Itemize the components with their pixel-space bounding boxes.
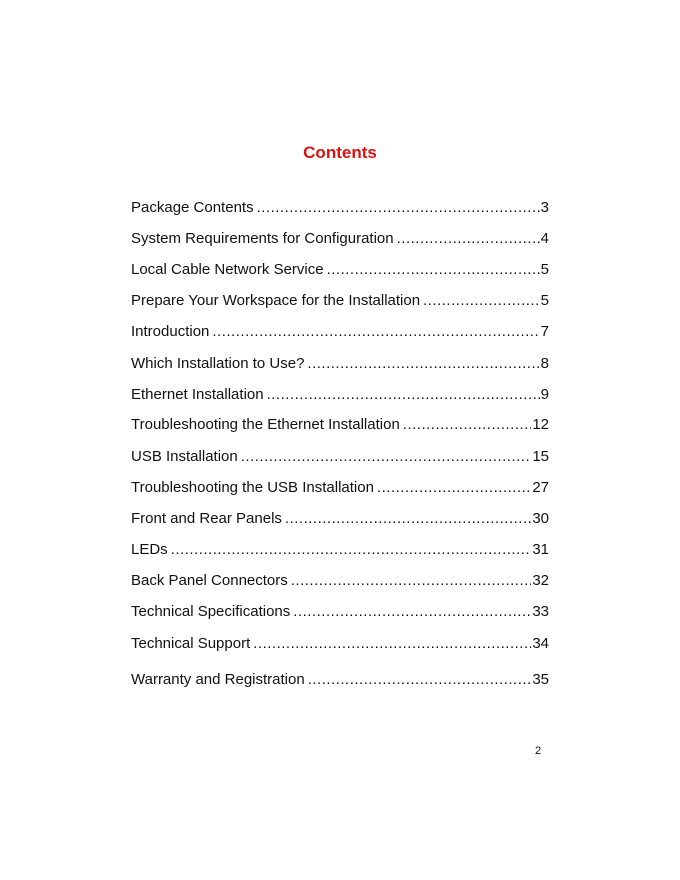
dot-leader	[253, 634, 531, 654]
dot-leader	[307, 354, 539, 374]
toc-entry-page: 8	[540, 355, 549, 372]
toc-entry-page: 34	[532, 635, 549, 652]
toc-entry-page: 33	[532, 603, 549, 620]
toc-entry-page: 27	[532, 479, 549, 496]
dot-leader	[308, 670, 532, 690]
toc-entry[interactable]	[131, 634, 549, 654]
toc-entry[interactable]	[131, 415, 549, 435]
dot-leader	[293, 602, 531, 622]
toc-entry[interactable]	[131, 509, 549, 529]
dot-leader	[327, 260, 540, 280]
toc-entry-label: Troubleshooting the USB Installation	[131, 479, 374, 496]
toc-entry-page: 4	[540, 230, 549, 247]
toc-entry[interactable]	[131, 540, 549, 560]
toc-entry-label: USB Installation	[131, 448, 238, 465]
toc-entry[interactable]	[131, 670, 549, 690]
toc-entry[interactable]	[131, 322, 549, 342]
toc-entry-label: Warranty and Registration	[131, 671, 305, 688]
dot-leader	[291, 571, 532, 591]
toc-entry-label: Back Panel Connectors	[131, 572, 288, 589]
toc-entry-page: 9	[540, 386, 549, 403]
toc-entry-label: Package Contents	[131, 199, 254, 216]
toc-entry-label: Front and Rear Panels	[131, 510, 282, 527]
toc-entry-page: 31	[532, 541, 549, 558]
dot-leader	[171, 540, 532, 560]
toc-entry-page: 30	[532, 510, 549, 527]
dot-leader	[377, 478, 531, 498]
toc-entry[interactable]	[131, 260, 549, 280]
toc-entry-page: 7	[540, 323, 549, 340]
dot-leader	[403, 415, 532, 435]
toc-entry-label: Technical Support	[131, 635, 251, 652]
toc-entry-label: Introduction	[131, 323, 210, 340]
toc-entry[interactable]	[131, 385, 549, 405]
toc-entry-label: Ethernet Installation	[131, 386, 264, 403]
contents-title: Contents	[303, 143, 377, 162]
toc-entry[interactable]	[131, 447, 549, 467]
dot-leader	[241, 447, 532, 467]
dot-leader	[397, 229, 540, 249]
toc-entry-page: 32	[532, 572, 549, 589]
toc-entry-label: LEDs	[131, 541, 168, 558]
dot-leader	[257, 198, 540, 218]
toc-entry[interactable]	[131, 602, 549, 622]
dot-leader	[285, 509, 531, 529]
toc-entry-label: System Requirements for Configuration	[131, 230, 394, 247]
dot-leader	[212, 322, 539, 342]
dot-leader	[423, 291, 540, 311]
toc-entry[interactable]	[131, 478, 549, 498]
toc-entry[interactable]	[131, 571, 549, 591]
toc-entry[interactable]	[131, 229, 549, 249]
toc-entry-label: Prepare Your Workspace for the Installation	[131, 292, 421, 309]
toc-entry-page: 5	[540, 261, 549, 278]
toc-entry-page: 3	[540, 199, 549, 216]
page-number: 2	[535, 745, 542, 757]
toc-entry-page: 35	[532, 671, 549, 688]
dot-leader	[267, 385, 540, 405]
toc-entry-page: 12	[532, 416, 549, 433]
toc-entry-label: Technical Specifications	[131, 603, 291, 620]
toc-entry-label: Local Cable Network Service	[131, 261, 324, 278]
toc-entry[interactable]	[131, 354, 549, 374]
toc-entry[interactable]	[131, 198, 549, 218]
toc-entry-label: Which Installation to Use?	[131, 355, 305, 372]
toc-entry-page: 15	[532, 448, 549, 465]
toc-entry-label: Troubleshooting the Ethernet Installation	[131, 416, 400, 433]
toc-entry[interactable]	[131, 291, 549, 311]
toc-entry-page: 5	[540, 292, 549, 309]
